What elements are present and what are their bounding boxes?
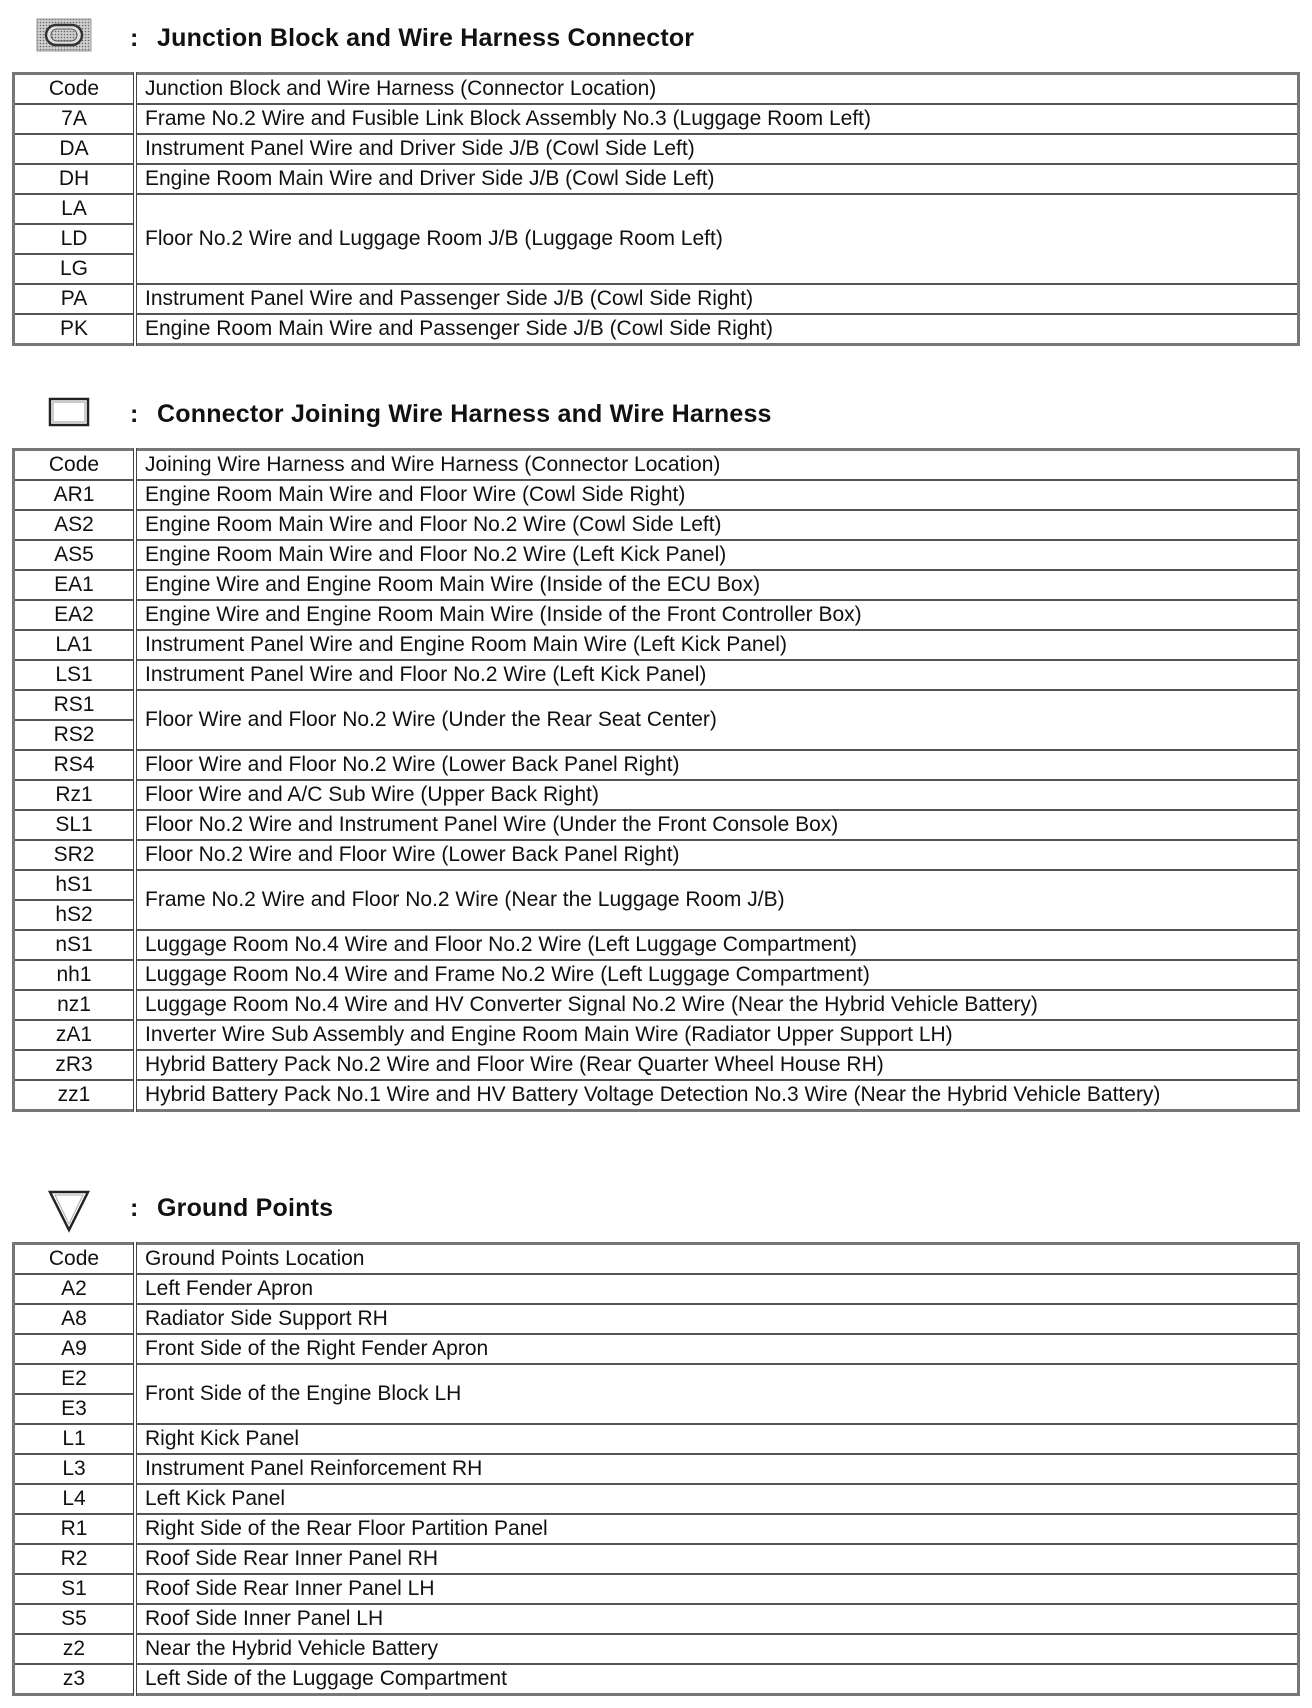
- table-row: [14, 540, 1299, 570]
- table-row: [14, 1544, 1299, 1574]
- row-code: LA: [14, 194, 136, 224]
- table-row: [14, 1484, 1299, 1514]
- table-row: [14, 104, 1299, 134]
- row-desc: Engine Room Main Wire and Floor No.2 Wire (Cowl Side Left): [135, 510, 1299, 540]
- row-code: nz1: [14, 990, 136, 1020]
- row-desc: Left Kick Panel: [135, 1484, 1299, 1514]
- table-row: [14, 930, 1299, 960]
- row-code: zA1: [14, 1020, 136, 1050]
- row-desc: Left Side of the Luggage Compartment: [135, 1664, 1299, 1695]
- table-row: [14, 1454, 1299, 1484]
- row-code: RS4: [14, 750, 136, 780]
- table-row: [14, 660, 1299, 690]
- row-desc: Right Side of the Rear Floor Partition Panel: [135, 1514, 1299, 1544]
- header-desc: Ground Points Location: [135, 1244, 1299, 1275]
- table-row: [14, 990, 1299, 1020]
- table-row: [14, 1304, 1299, 1334]
- row-desc: Front Side of the Engine Block LH: [135, 1364, 1299, 1424]
- row-code: A9: [14, 1334, 136, 1364]
- row-desc: Roof Side Rear Inner Panel RH: [135, 1544, 1299, 1574]
- table-row: [14, 1424, 1299, 1454]
- row-code: A8: [14, 1304, 136, 1334]
- row-code: zz1: [14, 1080, 136, 1111]
- table-row: [14, 164, 1299, 194]
- table-row: [14, 630, 1299, 660]
- row-code: DH: [14, 164, 136, 194]
- row-desc: Instrument Panel Wire and Driver Side J/B (Cowl Side Left): [135, 134, 1299, 164]
- row-desc: Instrument Panel Wire and Engine Room Main Wire (Left Kick Panel): [135, 630, 1299, 660]
- row-desc: Instrument Panel Wire and Floor No.2 Wire (Left Kick Panel): [135, 660, 1299, 690]
- table-row: [14, 1050, 1299, 1080]
- row-desc: Roof Side Rear Inner Panel LH: [135, 1574, 1299, 1604]
- row-code: A2: [14, 1274, 136, 1304]
- connector-box-icon: [36, 394, 92, 433]
- table-row: [14, 1634, 1299, 1664]
- row-desc: Frame No.2 Wire and Fusible Link Block Assembly No.3 (Luggage Room Left): [135, 104, 1299, 134]
- header-code: Code: [14, 1244, 136, 1275]
- table-row: [14, 1334, 1299, 1364]
- row-desc: Hybrid Battery Pack No.2 Wire and Floor Wire (Rear Quarter Wheel House RH): [135, 1050, 1299, 1080]
- row-desc: Instrument Panel Reinforcement RH: [135, 1454, 1299, 1484]
- row-code: AR1: [14, 480, 136, 510]
- row-code: SR2: [14, 840, 136, 870]
- table-row: [14, 960, 1299, 990]
- row-code: S1: [14, 1574, 136, 1604]
- row-desc: Floor No.2 Wire and Instrument Panel Wire (Under the Front Console Box): [135, 810, 1299, 840]
- table-row: [14, 194, 1299, 224]
- row-desc: Luggage Room No.4 Wire and Frame No.2 Wire (Left Luggage Compartment): [135, 960, 1299, 990]
- row-desc: Frame No.2 Wire and Floor No.2 Wire (Near the Luggage Room J/B): [135, 870, 1299, 930]
- table-row: [14, 600, 1299, 630]
- connector-joining-table: [12, 448, 1300, 1112]
- section-title: Connector Joining Wire Harness and Wire Harness: [157, 400, 772, 428]
- table-row: [14, 510, 1299, 540]
- table-row: [14, 1514, 1299, 1544]
- row-desc: Floor No.2 Wire and Floor Wire (Lower Back Panel Right): [135, 840, 1299, 870]
- table-row: [14, 480, 1299, 510]
- section-title: Junction Block and Wire Harness Connector: [157, 24, 695, 52]
- row-code: RS1: [14, 690, 136, 720]
- section-header: [12, 12, 1300, 58]
- table-row: [14, 1664, 1299, 1695]
- table-row: [14, 780, 1299, 810]
- row-desc: Engine Room Main Wire and Passenger Side J/B (Cowl Side Right): [135, 314, 1299, 345]
- row-code: S5: [14, 1604, 136, 1634]
- table-row: [14, 870, 1299, 900]
- row-code: DA: [14, 134, 136, 164]
- row-code: Rz1: [14, 780, 136, 810]
- row-code: L4: [14, 1484, 136, 1514]
- row-desc: Luggage Room No.4 Wire and Floor No.2 Wire (Left Luggage Compartment): [135, 930, 1299, 960]
- row-desc: Engine Room Main Wire and Floor Wire (Cowl Side Right): [135, 480, 1299, 510]
- header-desc: Junction Block and Wire Harness (Connector Location): [135, 74, 1299, 105]
- row-code: E3: [14, 1394, 136, 1424]
- table-header-row: [14, 1244, 1299, 1275]
- row-code: AS2: [14, 510, 136, 540]
- table-row: [14, 134, 1299, 164]
- row-code: AS5: [14, 540, 136, 570]
- table-row: [14, 690, 1299, 720]
- row-desc: Roof Side Inner Panel LH: [135, 1604, 1299, 1634]
- table-row: [14, 570, 1299, 600]
- header-code: Code: [14, 450, 136, 481]
- table-row: [14, 750, 1299, 780]
- row-code: z2: [14, 1634, 136, 1664]
- row-code: z3: [14, 1664, 136, 1695]
- row-desc: Floor Wire and A/C Sub Wire (Upper Back Right): [135, 780, 1299, 810]
- table-header-row: [14, 74, 1299, 105]
- header-desc: Joining Wire Harness and Wire Harness (Connector Location): [135, 450, 1299, 481]
- section-connector-joining: [12, 388, 1300, 1106]
- row-code: SL1: [14, 810, 136, 840]
- table-row: [14, 314, 1299, 345]
- row-code: L3: [14, 1454, 136, 1484]
- row-code: EA2: [14, 600, 136, 630]
- section-header: [12, 1182, 1300, 1228]
- section-colon: :: [130, 24, 139, 52]
- row-desc: Right Kick Panel: [135, 1424, 1299, 1454]
- row-code: R2: [14, 1544, 136, 1574]
- junction-block-table: [12, 72, 1300, 346]
- row-desc: Engine Room Main Wire and Driver Side J/B (Cowl Side Left): [135, 164, 1299, 194]
- row-code: EA1: [14, 570, 136, 600]
- row-code: PA: [14, 284, 136, 314]
- row-desc: Engine Wire and Engine Room Main Wire (Inside of the Front Controller Box): [135, 600, 1299, 630]
- row-code: RS2: [14, 720, 136, 750]
- row-code: LA1: [14, 630, 136, 660]
- row-desc: Hybrid Battery Pack No.1 Wire and HV Battery Voltage Detection No.3 Wire (Near the Hybrid Vehicle Battery): [135, 1080, 1299, 1111]
- table-row: [14, 284, 1299, 314]
- section-ground-points: [12, 1182, 1300, 1690]
- table-row: [14, 1604, 1299, 1634]
- row-desc: Floor No.2 Wire and Luggage Room J/B (Luggage Room Left): [135, 194, 1299, 284]
- table-row: [14, 1364, 1299, 1394]
- table-row: [14, 840, 1299, 870]
- table-row: [14, 1020, 1299, 1050]
- table-header-row: [14, 450, 1299, 481]
- ground-triangle-icon: [36, 1188, 92, 1239]
- table-row: [14, 1080, 1299, 1111]
- row-code: nS1: [14, 930, 136, 960]
- section-colon: :: [130, 400, 139, 428]
- row-code: 7A: [14, 104, 136, 134]
- row-code: PK: [14, 314, 136, 345]
- table-row: [14, 1274, 1299, 1304]
- row-code: zR3: [14, 1050, 136, 1080]
- row-desc: Floor Wire and Floor No.2 Wire (Under the Rear Seat Center): [135, 690, 1299, 750]
- row-desc: Front Side of the Right Fender Apron: [135, 1334, 1299, 1364]
- row-code: hS2: [14, 900, 136, 930]
- row-desc: Inverter Wire Sub Assembly and Engine Room Main Wire (Radiator Upper Support LH): [135, 1020, 1299, 1050]
- row-desc: Near the Hybrid Vehicle Battery: [135, 1634, 1299, 1664]
- row-desc: Left Fender Apron: [135, 1274, 1299, 1304]
- junction-block-icon: [36, 18, 92, 57]
- row-code: LS1: [14, 660, 136, 690]
- ground-points-table: [12, 1242, 1300, 1696]
- row-code: L1: [14, 1424, 136, 1454]
- row-code: nh1: [14, 960, 136, 990]
- row-desc: Radiator Side Support RH: [135, 1304, 1299, 1334]
- row-code: hS1: [14, 870, 136, 900]
- row-code: E2: [14, 1364, 136, 1394]
- row-desc: Luggage Room No.4 Wire and HV Converter Signal No.2 Wire (Near the Hybrid Vehicle Battery): [135, 990, 1299, 1020]
- section-title: Ground Points: [157, 1194, 334, 1222]
- row-desc: Floor Wire and Floor No.2 Wire (Lower Back Panel Right): [135, 750, 1299, 780]
- row-code: LG: [14, 254, 136, 284]
- row-desc: Instrument Panel Wire and Passenger Side J/B (Cowl Side Right): [135, 284, 1299, 314]
- table-row: [14, 1574, 1299, 1604]
- section-colon: :: [130, 1194, 139, 1222]
- row-desc: Engine Room Main Wire and Floor No.2 Wire (Left Kick Panel): [135, 540, 1299, 570]
- row-code: R1: [14, 1514, 136, 1544]
- section-junction-block: [12, 12, 1300, 340]
- header-code: Code: [14, 74, 136, 105]
- row-code: LD: [14, 224, 136, 254]
- table-row: [14, 810, 1299, 840]
- row-desc: Engine Wire and Engine Room Main Wire (Inside of the ECU Box): [135, 570, 1299, 600]
- section-header: [12, 388, 1300, 434]
